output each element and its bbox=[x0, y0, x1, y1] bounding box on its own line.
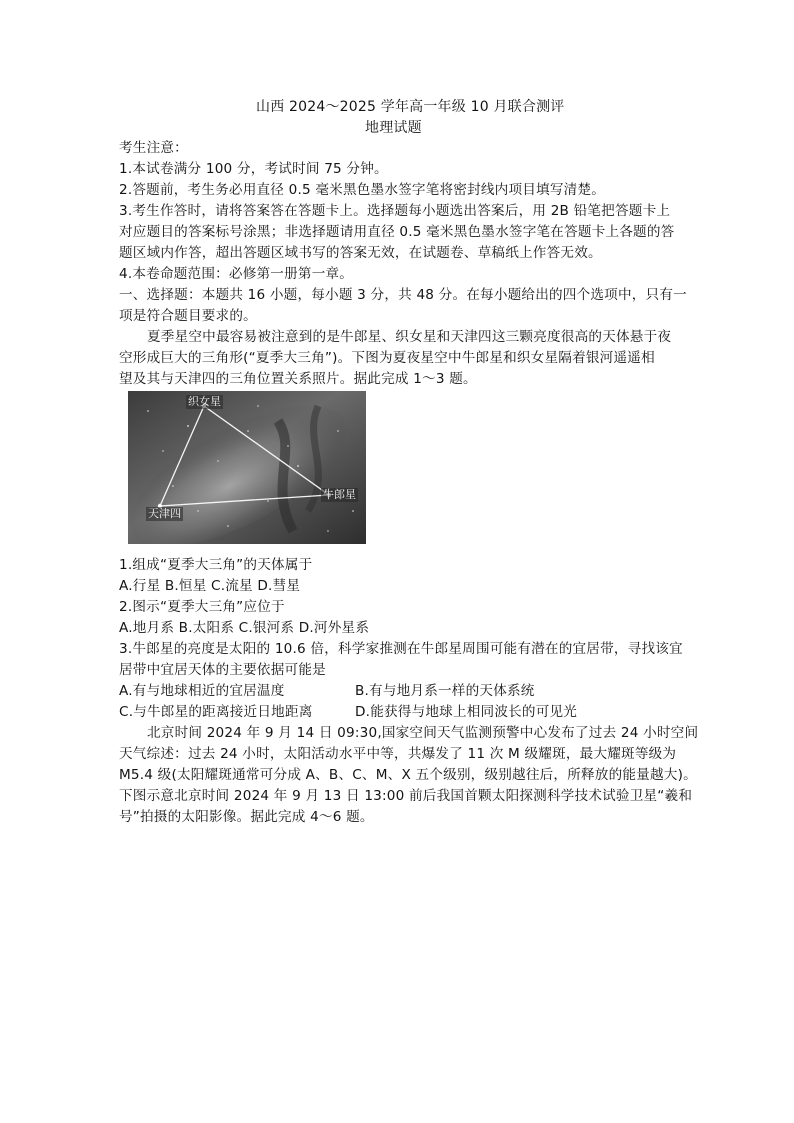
question-3-stem-line-1: 3.牛郎星的亮度是太阳的 10.6 倍，科学家推测在牛郎星周围可能有潜在的宜居带，寻找该宜 bbox=[119, 641, 683, 657]
question-3-option-a: A.有与地球相近的宜居温度 bbox=[119, 683, 285, 699]
section-intro-line-2: 项是符合题目要求的。 bbox=[119, 308, 257, 324]
notice-item-4: 4.本卷命题范围：必修第一册第一章。 bbox=[119, 266, 354, 282]
notice-item-1: 1.本试卷满分 100 分，考试时间 75 分钟。 bbox=[119, 161, 388, 177]
passage-2-line-2: 天气综述：过去 24 小时，太阳活动水平中等，共爆发了 11 次 M 级耀斑，最大耀斑等级为 bbox=[119, 746, 677, 762]
summer-triangle-photo bbox=[128, 391, 366, 544]
passage-1-line-1: 夏季星空中最容易被注意到的是牛郎星、织女星和天津四这三颗亮度很高的天体悬于夜 bbox=[147, 329, 672, 345]
section-intro-line-1: 一、选择题：本题共 16 小题，每小题 3 分，共 48 分。在每小题给出的四个选项中，只有一 bbox=[119, 287, 687, 303]
question-3-stem-line-2: 居带中宜居天体的主要依据可能是 bbox=[119, 662, 326, 678]
question-2-options: A.地月系 B.太阳系 C.银河系 D.河外星系 bbox=[119, 620, 370, 636]
altair-label: 牛郎星 bbox=[323, 488, 356, 501]
question-3-option-d: D.能获得与地球上相同波长的可见光 bbox=[355, 704, 578, 720]
question-3-option-b: B.有与地月系一样的天体系统 bbox=[355, 683, 535, 699]
deneb-label: 天津四 bbox=[148, 507, 181, 520]
passage-1-line-2: 空形成巨大的三角形(“夏季大三角”)。下图为夏夜星空中牛郎星和织女星隔着银河遥遥相 bbox=[119, 350, 655, 366]
notice-item-3-line-2: 对应题目的答案标号涂黑；非选择题请用直径 0.5 毫米黑色墨水签字笔在答题卡上各题的答 bbox=[119, 224, 675, 240]
passage-2-line-1: 北京时间 2024 年 9 月 14 日 09:30,国家空间天气监测预警中心发布了过去 24 小时空间 bbox=[147, 725, 699, 741]
exam-subject: 地理试题 bbox=[365, 120, 422, 136]
vega-label: 织女星 bbox=[188, 395, 221, 408]
question-3-option-c: C.与牛郎星的距离接近日地距离 bbox=[119, 704, 313, 720]
notice-item-3-line-3: 题区域内作答，超出答题区域书写的答案无效，在试题卷、草稿纸上作答无效。 bbox=[119, 245, 602, 261]
passage-1-line-3: 望及其与天津四的三角位置关系照片。据此完成 1～3 题。 bbox=[119, 371, 477, 387]
notice-item-2: 2.答题前，考生务必用直径 0.5 毫米黑色墨水签字笔将密封线内项目填写清楚。 bbox=[119, 182, 606, 198]
question-2-stem: 2.图示“夏季大三角”应位于 bbox=[119, 599, 285, 615]
night-sky-image bbox=[128, 391, 366, 544]
notice-heading: 考生注意： bbox=[119, 140, 188, 156]
passage-2-line-3: M5.4 级(太阳耀斑通常可分成 A、B、C、M、X 五个级别，级别越往后，所释放的能量越大)。 bbox=[119, 767, 697, 783]
question-1-stem: 1.组成“夏季大三角”的天体属于 bbox=[119, 557, 313, 573]
passage-2-line-4: 下图示意北京时间 2024 年 9 月 13 日 13:00 前后我国首颗太阳探测科学技术试验卫星“羲和 bbox=[119, 788, 693, 804]
passage-2-line-5: 号”拍摄的太阳影像。据此完成 4～6 题。 bbox=[119, 809, 374, 825]
question-1-options: A.行星 B.恒星 C.流星 D.彗星 bbox=[119, 578, 301, 594]
exam-title: 山西 2024～2025 学年高一年级 10 月联合测评 bbox=[256, 99, 565, 115]
notice-item-3-line-1: 3.考生作答时，请将答案答在答题卡上。选择题每小题选出答案后，用 2B 铅笔把答题卡上 bbox=[119, 203, 671, 219]
